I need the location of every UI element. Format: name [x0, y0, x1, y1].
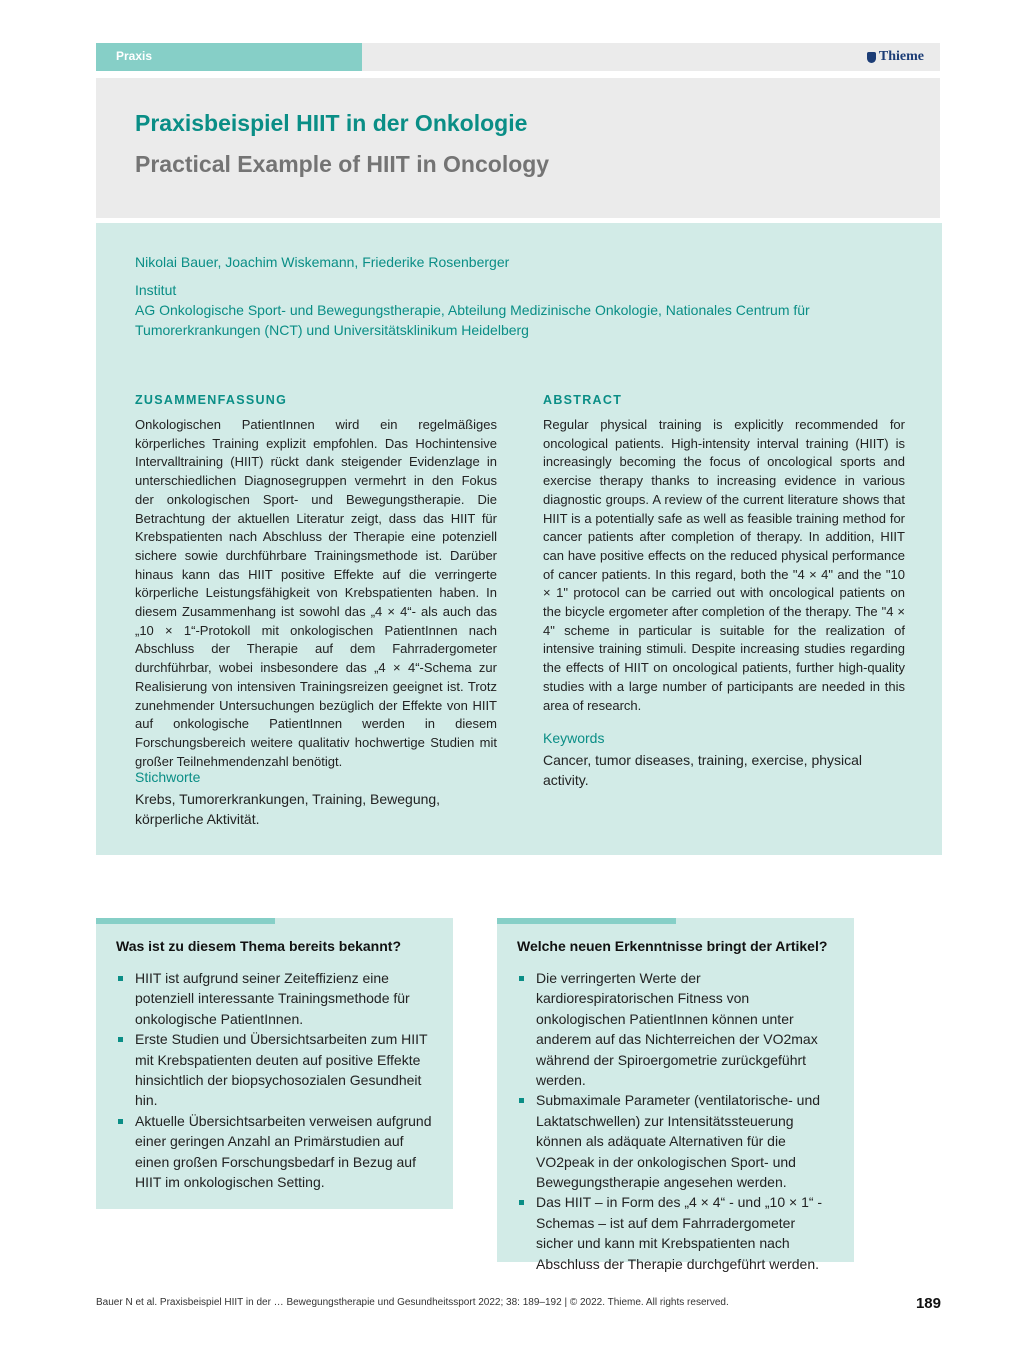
box-new-title: Welche neuen Erkenntnisse bringt der Artikel?	[517, 938, 828, 954]
institute-heading: Institut	[135, 282, 177, 298]
box-new-accent	[497, 918, 676, 924]
keywords-de: Krebs, Tumorerkrankungen, Training, Bewegung, körperliche Aktivität.	[135, 791, 441, 827]
authors: Nikolai Bauer, Joachim Wiskemann, Friederike Rosenberger	[135, 254, 510, 270]
abstract-en-heading: ABSTRACT	[543, 393, 623, 407]
abstract-en-text: Regular physical training is explicitly recommended for oncological patients. High-intensity interval training (HIIT) is increasingly becoming the focus of oncological sports and exercise therapy thanks to increasing evidence in various diagnostic groups. A review of the current literature shows that HIIT is a potentially safe as well as feasible training method for cancer patients after completion of therapy. In addition, HIIT can have positive effects on the reduced physical performance of cancer patients. In this regard, both the "4 × 4" and the "10 × 1" protocol can be carried out with oncological patients on the bicycle ergometer after completion of the therapy. The "4 × 4" scheme in particular is suitable for the realization of intensive training stimuli. Despite increasing studies regarding the effects of HIIT on oncological patients, further high-quality studies with a large number of participants are needed in this area of research.	[543, 417, 905, 713]
keywords-de-heading: Stichworte	[135, 769, 201, 785]
summary-de-heading: ZUSAMMENFASSUNG	[135, 393, 288, 407]
box-known	[96, 918, 453, 1209]
thieme-crest-icon	[867, 52, 876, 63]
list-item: Das HIIT – in Form des „4 × 4“ - und „10 × 1“ -Schemas – ist auf dem Fahrradergometer sicher und kann mit Krebspatienten nach Abschluss der Therapie durchgeführt werden.	[517, 1192, 835, 1274]
box-known-list	[116, 968, 434, 1192]
keywords-en: Cancer, tumor diseases, training, exercise, physical activity.	[543, 752, 863, 788]
list-item: Submaximale Parameter (ventilatorische- und Laktatschwellen) zur Intensitätssteuerung können als adäquate Alternativen für die VO2peak in der onkologischen Sport- und Bewegungstherapie angesehen werden.	[517, 1090, 835, 1192]
title-block	[96, 78, 940, 218]
publisher-name: Thieme	[878, 49, 924, 64]
list-item: HIIT ist aufgrund seiner Zeiteffizienz eine potenziell interessante Trainingsmethode für onkologische PatientInnen.	[116, 968, 434, 1029]
box-known-accent	[96, 918, 275, 924]
footer-citation: Bauer N et al. Praxisbeispiel HIIT in der … Bewegungstherapie und Gesundheitssport 2022; 38: 189–192 | © 2022. Thieme. All rights reserved.	[96, 1297, 729, 1308]
article-title-en: Practical Example of HIIT in Oncology	[135, 151, 550, 177]
publisher-logo	[867, 49, 924, 65]
box-new	[497, 918, 854, 1272]
section-label: Praxis	[116, 49, 153, 63]
list-item: Die verringerten Werte der kardiorespiratorischen Fitness von onkologischen PatientInnen können unter anderem auf das Nichterreichen der VO2max während der Spiroergometrie zurückgeführt werden.	[517, 968, 835, 1090]
summary-de-text: Onkologischen PatientInnen wird ein regelmäßiges körperliches Training explizit empfohlen. Das Hochintensive Intervalltraining (HIIT) rückt dank steigender Evidenzlage in unterschiedlichen Diagnosegruppen vermehrt in den Fokus der onkologischen Sport- und Bewegungstherapie. Die Betrachtung der aktuellen Literatur zeigt, dass das HIIT für Krebspatienten nach Abschluss der Therapie eine potenziell sichere sowie durchführbare Trainingsmethode ist. Darüber hinaus kann das HIIT positive Effekte auf die verringerte körperliche Leistungsfähigkeit von Krebspatienten haben. In diesem Zusammenhang ist sowohl das „4 × 4“- als auch das „10 × 1“-Protokoll mit onkologischen PatientInnen nach Abschluss der Therapie auf dem Fahrradergometer durchführbar, wobei insbesondere das „4 × 4“-Schema zur Realisierung von intensiven Trainingsreizen geeignet ist. Trotz zunehmender Untersuchungen bezüglich der Effekte von HIIT auf onkologische PatientInnen werden in diesem Forschungsbereich weitere qualitativ hochwertige Studien mit großer Teilnehmendenzahl benötigt.	[135, 417, 497, 769]
list-item: Aktuelle Übersichtsarbeiten verweisen aufgrund einer geringen Anzahl an Primärstudien auf einen großen Forschungsbedarf in Bezug auf HIIT im onkologischen Setting.	[116, 1111, 434, 1193]
page-number: 189	[915, 1295, 941, 1312]
box-known-title: Was ist zu diesem Thema bereits bekannt?	[116, 938, 402, 954]
list-item: Erste Studien und Übersichtsarbeiten zum HIIT mit Krebspatienten deuten auf positive Effekte hinsichtlich der biopsychosozialen Gesundheit hin.	[116, 1029, 434, 1111]
box-new-list	[517, 968, 835, 1274]
article-title-de: Praxisbeispiel HIIT in der Onkologie	[135, 110, 528, 136]
keywords-en-heading: Keywords	[543, 730, 605, 746]
institute-text: AG Onkologische Sport- und Bewegungstherapie, Abteilung Medizinische Onkologie, Nationales Centrum für Tumorerkrankungen (NCT) und Universitätsklinikum Heidelberg	[135, 302, 810, 338]
